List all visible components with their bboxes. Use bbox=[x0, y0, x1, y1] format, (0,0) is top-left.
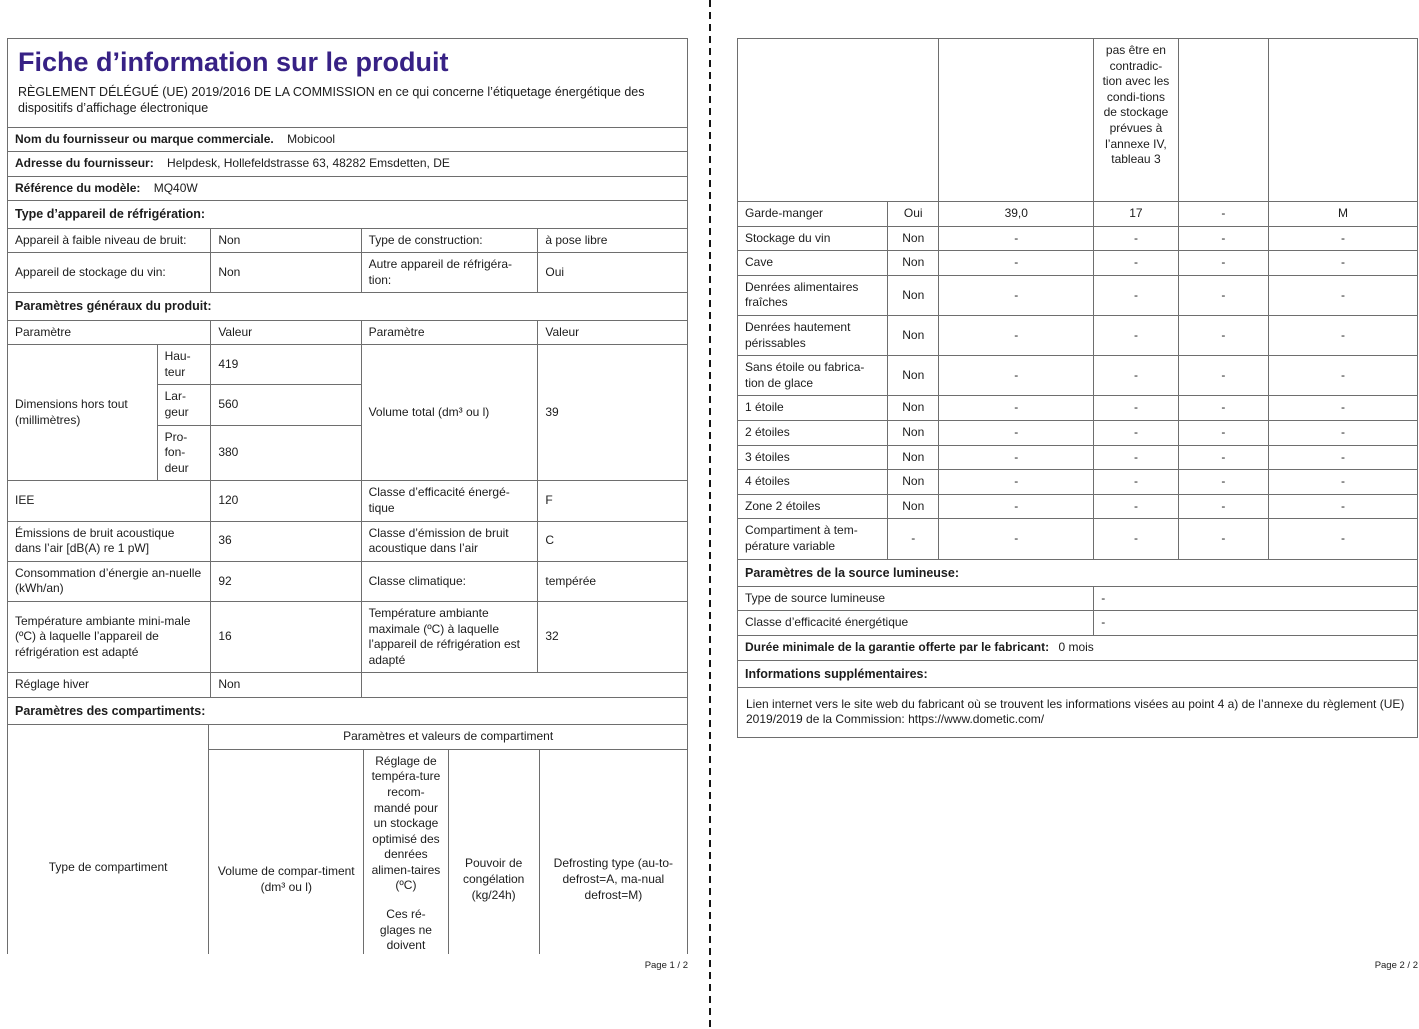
compartment-volume: - bbox=[939, 315, 1094, 355]
empty-cell bbox=[361, 673, 687, 698]
compartment-row-wine bbox=[738, 226, 1418, 251]
compartment-present: Non bbox=[888, 420, 939, 445]
light-source-section-row bbox=[738, 559, 1418, 586]
compartment-temp: - bbox=[1094, 226, 1178, 251]
general-params-section-title: Paramètres généraux du produit: bbox=[8, 293, 688, 320]
compartment-row-fresh-food bbox=[738, 275, 1418, 315]
compartment-freeze: - bbox=[1178, 356, 1268, 396]
supplier-address-value: Helpdesk, Hollefeldstrasse 63, 48282 Emsdetten, DE bbox=[167, 156, 450, 171]
param-value-cell: 32 bbox=[538, 601, 688, 672]
dimension-sub-value: 380 bbox=[211, 425, 361, 481]
param-label-cell: IEE bbox=[8, 481, 211, 521]
compartment-defrost: M bbox=[1269, 202, 1418, 227]
compartment-name: Compartiment à tem-pérature variable bbox=[738, 519, 888, 559]
compartment-present: Non bbox=[888, 356, 939, 396]
compartment-volume: - bbox=[939, 251, 1094, 276]
compartment-name: Stockage du vin bbox=[738, 226, 888, 251]
compartment-type-header: Type de compartiment bbox=[8, 725, 209, 954]
compartment-temp: - bbox=[1094, 251, 1178, 276]
compartment-freeze: - bbox=[1178, 275, 1268, 315]
light-source-type-row bbox=[738, 586, 1418, 611]
iee-row bbox=[8, 481, 688, 521]
compartment-row-cellar bbox=[738, 251, 1418, 276]
compartments-table bbox=[7, 697, 688, 954]
compartment-freeze: - bbox=[1178, 445, 1268, 470]
compartment-row-no-star bbox=[738, 356, 1418, 396]
empty-cell bbox=[738, 39, 939, 202]
compartment-row-4-star bbox=[738, 470, 1418, 495]
compartment-row-pantry bbox=[738, 202, 1418, 227]
appliance-type-section-title: Type d’appareil de réfrigération: bbox=[8, 201, 688, 228]
dimension-sub-label: Lar-geur bbox=[157, 385, 211, 425]
compartment-present: Non bbox=[888, 396, 939, 421]
compartment-temp-header-text: Réglage de tempéra-ture recom-mandé pour un stockage optimisé des denrées alimen-taires (ºC) bbox=[371, 753, 441, 893]
additional-info-section-title: Informations supplémentaires: bbox=[738, 660, 1418, 687]
compartment-volume: - bbox=[939, 519, 1094, 559]
compartments-table-continued bbox=[737, 38, 1418, 738]
compartment-freeze: - bbox=[1178, 315, 1268, 355]
compartment-defrost: - bbox=[1269, 445, 1418, 470]
winter-setting-row bbox=[8, 673, 688, 698]
compartment-volume: - bbox=[939, 356, 1094, 396]
model-reference-value: MQ40W bbox=[153, 180, 198, 195]
compartment-row-2-star bbox=[738, 420, 1418, 445]
param-value-cell: tempérée bbox=[538, 561, 688, 601]
compartment-present: Non bbox=[888, 275, 939, 315]
compartment-temp: - bbox=[1094, 315, 1178, 355]
compartment-temp-header-note: Ces ré-glages ne doivent bbox=[379, 907, 432, 953]
col-header-value: Valeur bbox=[211, 320, 361, 345]
appliance-type-section-row bbox=[8, 201, 688, 228]
compartment-defrost: - bbox=[1269, 251, 1418, 276]
manufacturer-link-text: Lien internet vers le site web du fabricant où se trouvent les informations visées au point 4 a) de l’annexe du règlement (UE) 2019/2019 de la Commission: https://www.dometic.com/ bbox=[738, 687, 1418, 737]
page-separator-dashed-line bbox=[709, 0, 711, 1029]
warranty-label: Durée minimale de la garantie offerte par le fabricant: bbox=[745, 639, 1050, 654]
regulation-subtitle: RÈGLEMENT DÉLÉGUÉ (UE) 2019/2016 DE LA COMMISSION en ce qui concerne l’étiquetage énergétique des dispositifs d’affichage électronique bbox=[18, 85, 645, 116]
compartment-volume: - bbox=[939, 275, 1094, 315]
empty-cell bbox=[1178, 39, 1268, 202]
wine-storage-row bbox=[8, 253, 688, 293]
compartment-temp: - bbox=[1094, 275, 1178, 315]
page-title: Fiche d’information sur le produit bbox=[18, 47, 449, 77]
compartment-name: Cave bbox=[738, 251, 888, 276]
compartment-name: Sans étoile ou fabrica-tion de glace bbox=[738, 356, 888, 396]
compartment-temp: 17 bbox=[1094, 202, 1178, 227]
dimension-sub-value: 560 bbox=[211, 385, 361, 425]
compartment-present: Non bbox=[888, 494, 939, 519]
empty-cell bbox=[1269, 39, 1418, 202]
compartment-name: Zone 2 étoiles bbox=[738, 494, 888, 519]
compartments-section-row bbox=[8, 697, 688, 724]
compartment-volume: - bbox=[939, 396, 1094, 421]
freezing-capacity-header: Pouvoir de congélation (kg/24h) bbox=[448, 749, 539, 954]
param-label-cell: Autre appareil de réfrigéra-tion: bbox=[361, 253, 538, 293]
compartment-freeze: - bbox=[1178, 396, 1268, 421]
param-value-cell: C bbox=[538, 521, 688, 561]
compartment-name: Garde-manger bbox=[738, 202, 888, 227]
general-params-section-row bbox=[8, 293, 688, 320]
manufacturer-link-row bbox=[738, 687, 1418, 737]
compartment-defrost: - bbox=[1269, 420, 1418, 445]
page1-footer: Page 1 / 2 bbox=[644, 960, 688, 971]
compartment-defrost: - bbox=[1269, 519, 1418, 559]
supplier-address-label: Adresse du fournisseur: bbox=[15, 156, 154, 171]
page2-footer: Page 2 / 2 bbox=[1374, 960, 1418, 971]
param-label-cell: Classe d’efficacité énergé-tique bbox=[361, 481, 538, 521]
compartment-name: 2 étoiles bbox=[738, 420, 888, 445]
col-header-value: Valeur bbox=[538, 320, 688, 345]
param-value-cell: Non bbox=[211, 253, 361, 293]
param-value-cell: 120 bbox=[211, 481, 361, 521]
param-value-cell: 16 bbox=[211, 601, 361, 672]
compartment-volume: - bbox=[939, 226, 1094, 251]
low-noise-row bbox=[8, 228, 688, 253]
product-fiche-table bbox=[7, 38, 688, 698]
param-label-cell: Température ambiante mini-male (ºC) à laquelle l’appareil de réfrigération est adapté bbox=[8, 601, 211, 672]
empty-cell bbox=[939, 39, 1094, 202]
compartment-temp-header bbox=[364, 749, 448, 954]
compartment-present: Non bbox=[888, 315, 939, 355]
dimension-sub-label: Pro-fon-deur bbox=[157, 425, 211, 481]
light-source-section-title: Paramètres de la source lumineuse: bbox=[738, 559, 1418, 586]
compartment-row-1-star bbox=[738, 396, 1418, 421]
compartment-name: 1 étoile bbox=[738, 396, 888, 421]
compartment-temp: - bbox=[1094, 494, 1178, 519]
param-label-cell: Émissions de bruit acoustique dans l’air [dB(A) re 1 pW] bbox=[8, 521, 211, 561]
compartment-defrost: - bbox=[1269, 494, 1418, 519]
supplier-address-row bbox=[8, 152, 688, 177]
compartment-defrost: - bbox=[1269, 356, 1418, 396]
compartment-volume: 39,0 bbox=[939, 202, 1094, 227]
compartment-volume: - bbox=[939, 445, 1094, 470]
compartment-defrost: - bbox=[1269, 226, 1418, 251]
compartment-row-3-star bbox=[738, 445, 1418, 470]
compartment-temp: - bbox=[1094, 420, 1178, 445]
compartment-defrost: - bbox=[1269, 275, 1418, 315]
param-label-cell: Appareil à faible niveau de bruit: bbox=[8, 228, 211, 253]
compartment-freeze: - bbox=[1178, 494, 1268, 519]
supplier-name-label: Nom du fournisseur ou marque commerciale. bbox=[15, 131, 274, 146]
compartment-name: Denrées hautement périssables bbox=[738, 315, 888, 355]
dimension-sub-value: 419 bbox=[211, 345, 361, 385]
defrosting-type-header: Defrosting type (au-to-defrost=A, ma-nual defrost=M) bbox=[539, 749, 687, 954]
page-1 bbox=[7, 38, 688, 954]
supplier-name-row bbox=[8, 127, 688, 152]
compartment-row-variable-temp bbox=[738, 519, 1418, 559]
param-value-cell: 92 bbox=[211, 561, 361, 601]
param-label-cell: Type de construction: bbox=[361, 228, 538, 253]
light-source-class-row bbox=[738, 611, 1418, 636]
param-value-cell: - bbox=[1094, 586, 1418, 611]
param-label-cell: Consommation d’énergie an-nuelle (kWh/an) bbox=[8, 561, 211, 601]
compartment-volume: - bbox=[939, 420, 1094, 445]
compartment-freeze: - bbox=[1178, 519, 1268, 559]
compartment-present: - bbox=[888, 519, 939, 559]
compartment-defrost: - bbox=[1269, 315, 1418, 355]
warranty-value: 0 mois bbox=[1058, 639, 1094, 654]
param-value-cell: - bbox=[1094, 611, 1418, 636]
param-value-cell: Non bbox=[211, 228, 361, 253]
energy-consumption-row bbox=[8, 561, 688, 601]
compartment-defrost: - bbox=[1269, 396, 1418, 421]
column-header-row bbox=[8, 320, 688, 345]
temp-header-continuation: pas être en contradic-tion avec les condi-tions de stockage prévues à l’annexe IV, tableau 3 bbox=[1094, 39, 1178, 202]
compartment-present: Non bbox=[888, 470, 939, 495]
compartment-present: Oui bbox=[888, 202, 939, 227]
compartment-params-span-header: Paramètres et valeurs de compartiment bbox=[209, 725, 688, 750]
compartment-name: 3 étoiles bbox=[738, 445, 888, 470]
compartment-freeze: - bbox=[1178, 226, 1268, 251]
compartment-temp: - bbox=[1094, 445, 1178, 470]
compartment-name: 4 étoiles bbox=[738, 470, 888, 495]
model-reference-row bbox=[8, 176, 688, 201]
dimensions-height-row bbox=[8, 345, 688, 385]
compartment-freeze: - bbox=[1178, 470, 1268, 495]
model-reference-label: Référence du modèle: bbox=[15, 180, 141, 195]
param-label-cell: Classe d’émission de bruit acoustique dans l’air bbox=[361, 521, 538, 561]
col-header-param: Paramètre bbox=[361, 320, 538, 345]
compartment-row-perishable bbox=[738, 315, 1418, 355]
compartment-present: Non bbox=[888, 251, 939, 276]
compartment-defrost: - bbox=[1269, 470, 1418, 495]
warranty-row bbox=[738, 635, 1418, 660]
additional-info-section-row bbox=[738, 660, 1418, 687]
param-value-cell: 36 bbox=[211, 521, 361, 561]
param-label-cell: Appareil de stockage du vin: bbox=[8, 253, 211, 293]
param-value-cell: Oui bbox=[538, 253, 688, 293]
param-value-cell: Non bbox=[211, 673, 361, 698]
supplier-name-value: Mobicool bbox=[287, 131, 336, 146]
param-label-cell: Classe climatique: bbox=[361, 561, 538, 601]
title-row bbox=[8, 39, 688, 128]
compartment-freeze: - bbox=[1178, 251, 1268, 276]
compartment-present: Non bbox=[888, 445, 939, 470]
param-value-cell: F bbox=[538, 481, 688, 521]
compartment-freeze: - bbox=[1178, 420, 1268, 445]
compartment-temp: - bbox=[1094, 470, 1178, 495]
compartment-name: Denrées alimentaires fraîches bbox=[738, 275, 888, 315]
param-label-cell: Type de source lumineuse bbox=[738, 586, 1094, 611]
col-header-param: Paramètre bbox=[8, 320, 211, 345]
compartment-temp: - bbox=[1094, 519, 1178, 559]
compartments-section-title: Paramètres des compartiments: bbox=[8, 697, 688, 724]
compartment-freeze: - bbox=[1178, 202, 1268, 227]
compartment-volume-header: Volume de compar-timent (dm³ ou l) bbox=[209, 749, 364, 954]
compartment-volume: - bbox=[939, 494, 1094, 519]
noise-emission-row bbox=[8, 521, 688, 561]
total-volume-value-cell: 39 bbox=[538, 345, 688, 481]
compartments-span-header-row bbox=[8, 725, 688, 750]
total-volume-label-cell: Volume total (dm³ ou l) bbox=[361, 345, 538, 481]
param-label-cell: Classe d’efficacité énergétique bbox=[738, 611, 1094, 636]
compartment-volume: - bbox=[939, 470, 1094, 495]
page-2 bbox=[737, 38, 1418, 738]
dimensions-label-cell: Dimensions hors tout (millimètres) bbox=[8, 345, 158, 481]
compartment-temp: - bbox=[1094, 396, 1178, 421]
compartment-present: Non bbox=[888, 226, 939, 251]
param-label-cell: Réglage hiver bbox=[8, 673, 211, 698]
dimension-sub-label: Hau-teur bbox=[157, 345, 211, 385]
param-value-cell: à pose libre bbox=[538, 228, 688, 253]
ambient-temperature-row bbox=[8, 601, 688, 672]
header-continuation-row bbox=[738, 39, 1418, 202]
compartment-row-2-star-zone bbox=[738, 494, 1418, 519]
compartment-temp: - bbox=[1094, 356, 1178, 396]
param-label-cell: Température ambiante maximale (ºC) à laquelle l’appareil de réfrigération est adapté bbox=[361, 601, 538, 672]
